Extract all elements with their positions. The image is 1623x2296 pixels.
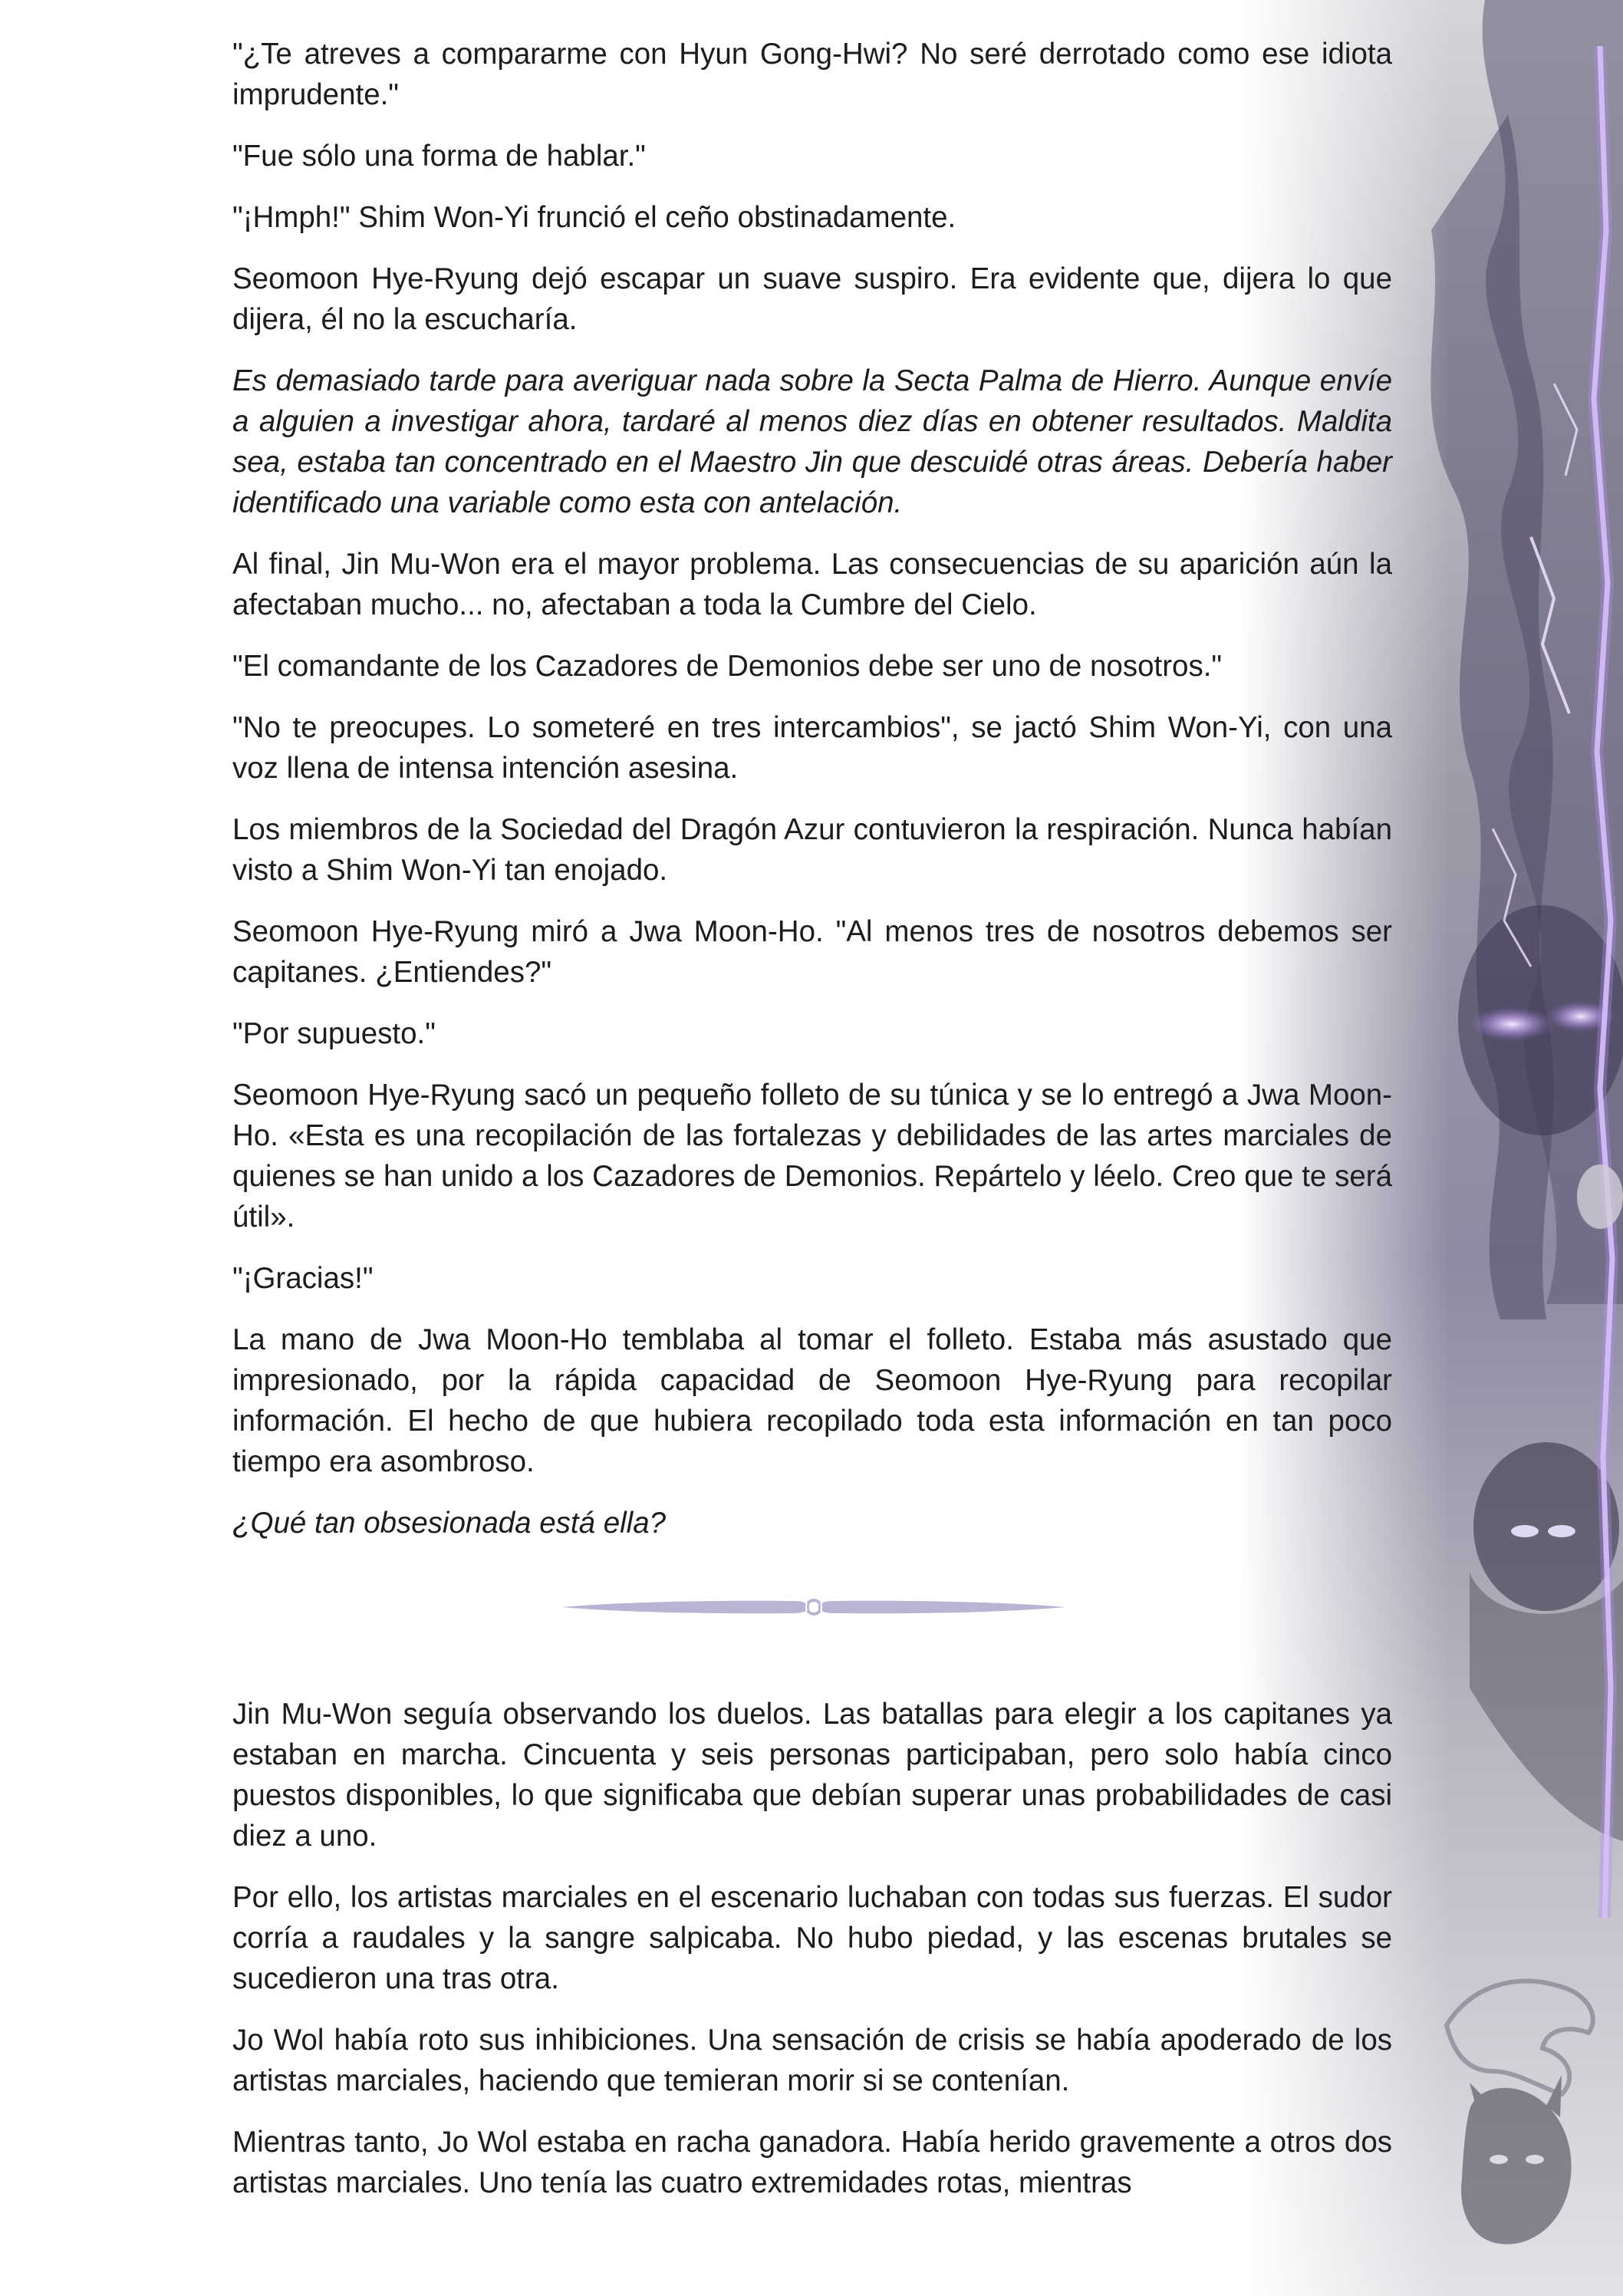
- paragraph: Mientras tanto, Jo Wol estaba en racha ganadora. Había herido gravemente a otros dos artistas marciales. Uno tenía las cuatro extremidades rotas, mientras: [232, 2126, 1392, 2199]
- section-divider: [232, 1588, 1392, 1626]
- paragraph: "¡Hmph!" Shim Won-Yi frunció el ceño obstinadamente.: [232, 201, 956, 234]
- section-one: [232, 34, 1392, 1543]
- italic-thought-paragraph: ¿Qué tan obsesionada está ella?: [232, 1507, 667, 1540]
- paragraph: Seomoon Hye-Ryung dejó escapar un suave suspiro. Era evidente que, dijera lo que dijera, él no la escucharía.: [232, 262, 1392, 336]
- paragraph: Por ello, los artistas marciales en el escenario luchaban con todas sus fuerzas. El sudor corría a raudales y la sangre salpicaba. No hubo piedad, y las escenas brutales se sucedieron una tras otra.: [232, 1881, 1392, 1995]
- paragraph: "Fue sólo una forma de hablar.": [232, 140, 646, 173]
- ornamental-divider-icon: [562, 1588, 1065, 1626]
- paragraph: "Por supuesto.": [232, 1017, 436, 1050]
- paragraph: Los miembros de la Sociedad del Dragón Azur contuvieron la respiración. Nunca habían visto a Shim Won-Yi tan enojado.: [232, 813, 1392, 887]
- italic-thought-paragraph: Es demasiado tarde para averiguar nada sobre la Secta Palma de Hierro. Aunque envíe a alguien a investigar ahora, tardaré al menos diez días en obtener resultados. Maldita sea, estaba tan concentrado en el Maestro Jin que descuidé otras áreas. Debería haber identificado una variable como esta con antelación.: [232, 364, 1392, 519]
- paragraph: La mano de Jwa Moon-Ho temblaba al tomar el folleto. Estaba más asustado que impresionado, por la rápida capacidad de Seomoon Hye-Ryung para recopilar información. El hecho de que hubiera recopilado toda esta información en tan poco tiempo era asombroso.: [232, 1323, 1392, 1478]
- paragraph: Seomoon Hye-Ryung sacó un pequeño folleto de su túnica y se lo entregó a Jwa Moon-Ho. «Esta es una recopilación de las fortalezas y debilidades de las artes marciales de quienes se han unido a los Cazadores de Demonios. Repártelo y léelo. Creo que te será útil».: [232, 1079, 1392, 1234]
- paragraph: Jo Wol había roto sus inhibiciones. Una sensación de crisis se había apoderado de los artistas marciales, haciendo que temieran morir si se contenían.: [232, 2024, 1392, 2097]
- section-two: [232, 1694, 1392, 2203]
- paragraph: Jin Mu-Won seguía observando los duelos. Las batallas para elegir a los capitanes ya estaban en marcha. Cincuenta y seis personas participaban, pero solo había cinco puestos disponibles, lo que significaba que debían superar unas probabilidades de casi diez a uno.: [232, 1698, 1392, 1853]
- paragraph: Al final, Jin Mu-Won era el mayor problema. Las consecuencias de su aparición aún la afectaban mucho... no, afectaban a toda la Cumbre del Cielo.: [232, 548, 1392, 621]
- paragraph: "¿Te atreves a compararme con Hyun Gong-Hwi? No seré derrotado como ese idiota imprudente.": [232, 38, 1392, 111]
- paragraph: "No te preocupes. Lo someteré en tres intercambios", se jactó Shim Won-Yi, con una voz llena de intensa intención asesina.: [232, 711, 1392, 785]
- paragraph: "¡Gracias!": [232, 1262, 374, 1295]
- paragraph: Seomoon Hye-Ryung miró a Jwa Moon-Ho. "Al menos tres de nosotros debemos ser capitanes. ¿Entiendes?": [232, 915, 1392, 989]
- text-column: [232, 34, 1392, 2203]
- paragraph: "El comandante de los Cazadores de Demonios debe ser uno de nosotros.": [232, 650, 1223, 683]
